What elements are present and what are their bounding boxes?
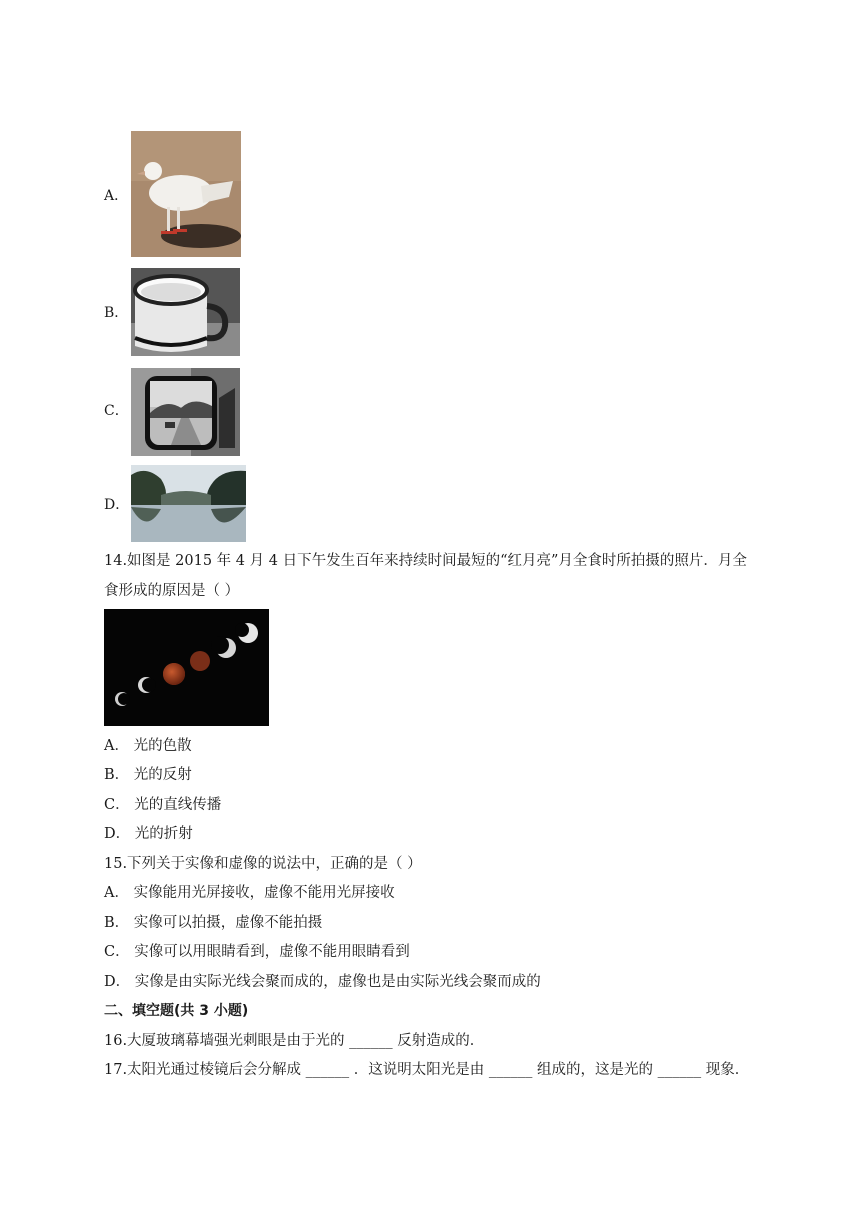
lunar-eclipse-photo <box>104 609 269 726</box>
q14-stem-line2: 食形成的原因是（ ） <box>104 583 240 599</box>
q15-stem: 15.下列关于实像和虚像的说法中，正确的是（ ） <box>104 856 422 872</box>
option-c-label: C． <box>104 403 129 419</box>
q15-option-d: D． 实像是由实际光线会聚而成的，虚像也是由实际光线会聚而成的 <box>104 974 541 990</box>
q15-option-a: A． 实像能用光屏接收，虚像不能用光屏接收 <box>104 885 395 901</box>
q15-option-c: C． 实像可以用眼睛看到，虚像不能用眼睛看到 <box>104 944 410 960</box>
q14-option-c: C． 光的直线传播 <box>104 797 222 813</box>
q14-option-d: D． 光的折射 <box>104 826 193 842</box>
q15-option-b: B． 实像可以拍摄，虚像不能拍摄 <box>104 915 323 931</box>
option-b-label: B． <box>104 305 129 321</box>
lake-photo <box>131 465 246 542</box>
side-mirror-photo <box>131 368 240 456</box>
q14-option-b: B． 光的反射 <box>104 767 192 783</box>
dove-photo <box>131 131 241 257</box>
mug-photo <box>131 268 240 356</box>
q14-stem-line1: 14.如图是 2015 年 4 月 4 日下午发生百年来持续时间最短的“红月亮”月全食时所拍摄的照片．月全 <box>104 553 747 569</box>
section-fill-in-title: 二、填空题(共 3 小题) <box>104 1003 249 1019</box>
q16-text: 16.大厦玻璃幕墙强光刺眼是由于光的 ______ 反射造成的． <box>104 1033 485 1049</box>
option-d-label: D． <box>104 497 130 513</box>
q17-text: 17.太阳光通过棱镜后会分解成 ______ ．这说明太阳光是由 ______ 组成的，这是光的 ______ 现象． <box>104 1062 750 1078</box>
q14-option-a: A． 光的色散 <box>104 738 192 754</box>
option-a-label: A． <box>104 188 129 204</box>
